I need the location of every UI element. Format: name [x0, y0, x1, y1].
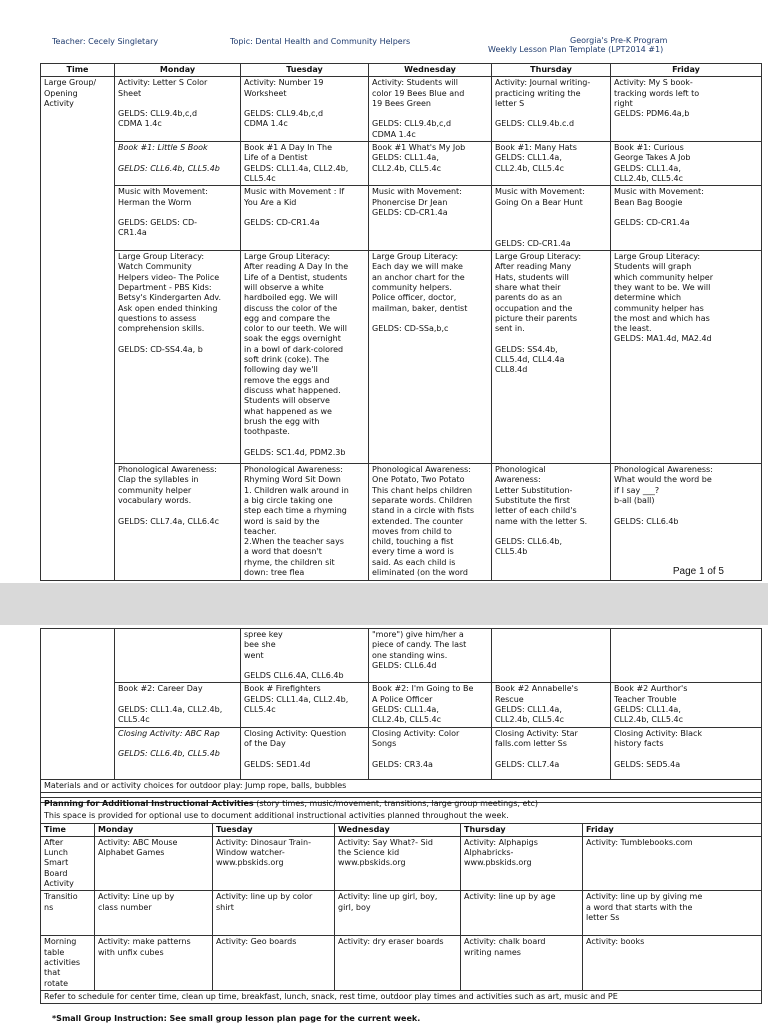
- cell-tue-music: Music with Movement : If You Are a Kid GELDS: CD-CR1.4a: [241, 186, 369, 251]
- weekly-plan-table-continued: [40, 628, 762, 803]
- table-row: [41, 936, 762, 990]
- table-row: [41, 727, 762, 779]
- time-cell-continued: [41, 629, 115, 780]
- cell-fri: Activity: line up by giving me a word that starts with the letter Ss: [583, 891, 762, 936]
- schedule-note-row: [41, 990, 762, 1003]
- cell-mon-phonological-cont: [115, 629, 241, 683]
- time-cell: After Lunch Smart Board Activity: [41, 836, 95, 890]
- cell-fri-phonological: Phonological Awareness: What would the word be if I say ___? b-all (ball) GELDS: CLL6.4b: [611, 464, 762, 581]
- cell-wed-phonological-cont: "more") give him/her a piece of candy. The last one standing wins. GELDS: CLL6.4d: [369, 629, 492, 683]
- col-friday: Friday: [583, 823, 762, 836]
- table-row: [41, 251, 762, 464]
- cell-tue: Activity: Dinosaur Train- Window watcher- www.pbskids.org: [213, 836, 335, 890]
- col-wednesday: Wednesday: [369, 64, 492, 77]
- col-monday: Monday: [95, 823, 213, 836]
- additional-note-row: [41, 810, 762, 823]
- cell-fri-phonological-cont: [611, 629, 762, 683]
- additional-header-row: [41, 823, 762, 836]
- cell-mon-book2: Book #2: Career Day GELDS: CLL1.4a, CLL2.4b, CLL5.4c: [115, 683, 241, 727]
- col-tuesday: Tuesday: [241, 64, 369, 77]
- topic-label: Topic: Dental Health and Community Helpers: [230, 37, 411, 46]
- cell-wed: Activity: Say What?- Sid the Science kid www.pbskids.org: [335, 836, 461, 890]
- cell-wed-book1: Book #1 What's My Job GELDS: CLL1.4a, CLL2.4b, CLL5.4c: [369, 142, 492, 186]
- cell-fri-music: Music with Movement: Bean Bag Boogie GELDS: CD-CR1.4a: [611, 186, 762, 251]
- cell-thu-book2: Book #2 Annabelle's Rescue GELDS: CLL1.4a, CLL2.4b, CLL5.4c: [492, 683, 611, 727]
- cell-wed-literacy: Large Group Literacy: Each day we will make an anchor chart for the community helpers. Police officer, doctor, mailman, baker, dentist GELDS: CD-SSa,b,c: [369, 251, 492, 464]
- cell-wed: Activity: line up girl, boy, girl, boy: [335, 891, 461, 936]
- cell-wed: Activity: dry eraser boards: [335, 936, 461, 990]
- small-group-footer: *Small Group Instruction: See small group lesson plan page for the current week.: [52, 1014, 421, 1023]
- cell-tue-phonological-cont: spree key bee she went GELDS CLL6.4A, CLL6.4b: [241, 629, 369, 683]
- table-row: [41, 186, 762, 251]
- table-row: [41, 142, 762, 186]
- cell-mon-activity: Activity: Letter S Color Sheet GELDS: CLL9.4b,c,d CDMA 1.4c: [115, 77, 241, 142]
- cell-mon: Activity: Line up by class number: [95, 891, 213, 936]
- cell-wed-phonological: Phonological Awareness: One Potato, Two Potato This chant helps children separate words. Children stand in a circle with fists extended. The counter moves from child to child, touching a fist every time a word is said. As each child is eliminated (on the word: [369, 464, 492, 581]
- cell-mon-phonological: Phonological Awareness: Clap the syllables in community helper vocabulary words. GELDS: CLL7.4a, CLL6.4c: [115, 464, 241, 581]
- cell-thu-closing: Closing Activity: Star falls.com letter Ss GELDS: CLL7.4a: [492, 727, 611, 779]
- col-time: Time: [41, 823, 95, 836]
- time-cell: Morning table activities that rotate: [41, 936, 95, 990]
- cell-tue-book2: Book # Firefighters GELDS: CLL1.4a, CLL2.4b, CLL5.4c: [241, 683, 369, 727]
- table-row: [41, 836, 762, 890]
- col-thursday: Thursday: [461, 823, 583, 836]
- outdoor-row: [41, 779, 762, 792]
- cell-mon-music: Music with Movement: Herman the Worm GELDS: GELDS: CD- CR1.4a: [115, 186, 241, 251]
- cell-tue-activity: Activity: Number 19 Worksheet GELDS: CLL9.4b,c,d CDMA 1.4c: [241, 77, 369, 142]
- cell-thu-book1: Book #1: Many Hats GELDS: CLL1.4a, CLL2.4b, CLL5.4c: [492, 142, 611, 186]
- col-time: Time: [41, 64, 115, 77]
- cell-fri-book1: Book #1: Curious George Takes A Job GELDS: CLL1.4a, CLL2.4b, CLL5.4c: [611, 142, 762, 186]
- cell-wed-book2: Book #2: I'm Going to Be A Police Officer GELDS: CLL1.4a, CLL2.4b, CLL5.4c: [369, 683, 492, 727]
- cell-fri-literacy: Large Group Literacy: Students will graph which community helper they want to be. We will determine which community helper has the most and which has the least. GELDS: MA1.4d, MA2.4d: [611, 251, 762, 464]
- time-cell: Large Group/ Opening Activity: [41, 77, 115, 581]
- additional-title-row: [41, 798, 762, 811]
- schedule-note: Refer to schedule for center time, clean up time, breakfast, lunch, snack, rest time, outdoor play times and activities such as art, music and PE: [41, 990, 762, 1003]
- program-label: Georgia's Pre-K Program: [570, 36, 668, 45]
- cell-wed-closing: Closing Activity: Color Songs GELDS: CR3.4a: [369, 727, 492, 779]
- table-row: [41, 77, 762, 142]
- cell-fri: Activity: Tumblebooks.com: [583, 836, 762, 890]
- cell-mon-closing: Closing Activity: ABC Rap GELDS: CLL6.4b, CLL5.4b: [115, 727, 241, 779]
- cell-tue-book1: Book #1 A Day In The Life of a Dentist GELDS: CLL1.4a, CLL2.4b, CLL5.4c: [241, 142, 369, 186]
- cell-thu-activity: Activity: Journal writing- practicing writing the letter S GELDS: CLL9.4b.c.d: [492, 77, 611, 142]
- cell-mon: Activity: make patterns with unfix cubes: [95, 936, 213, 990]
- cell-fri-book2: Book #2 Aurthor's Teacher Trouble GELDS: CLL1.4a, CLL2.4b, CLL5.4c: [611, 683, 762, 727]
- page-two: [0, 625, 768, 1024]
- cell-tue: Activity: Geo boards: [213, 936, 335, 990]
- weekly-plan-table: [40, 63, 762, 581]
- table-row: [41, 683, 762, 727]
- cell-tue-phonological: Phonological Awareness: Rhyming Word Sit Down 1. Children walk around in a big circle taking one step each time a rhyming word is said by the teacher. 2.When the teacher says a word that doesn't rhyme, the children sit down: tree flea: [241, 464, 369, 581]
- cell-tue: Activity: line up by color shirt: [213, 891, 335, 936]
- additional-activities-table: [40, 797, 762, 1004]
- cell-thu: Activity: line up by age: [461, 891, 583, 936]
- table-row: [41, 464, 762, 581]
- cell-fri-activity: Activity: My S book- tracking words left to right GELDS: PDM6.4a,b: [611, 77, 762, 142]
- cell-mon-book1: Book #1: Little S Book GELDS: CLL6.4b, CLL5.4b: [115, 142, 241, 186]
- col-friday: Friday: [611, 64, 762, 77]
- cell-wed-activity: Activity: Students will color 19 Bees Blue and 19 Bees Green GELDS: CLL9.4b,c,d CDMA 1.4c: [369, 77, 492, 142]
- template-label: Weekly Lesson Plan Template (LPT2014 #1): [488, 45, 664, 54]
- cell-thu: Activity: chalk board writing names: [461, 936, 583, 990]
- cell-wed-music: Music with Movement: Phonercise Dr Jean GELDS: CD-CR1.4a: [369, 186, 492, 251]
- cell-fri-closing: Closing Activity: Black history facts GELDS: SED5.4a: [611, 727, 762, 779]
- time-cell: Transitio ns: [41, 891, 95, 936]
- col-wednesday: Wednesday: [335, 823, 461, 836]
- col-tuesday: Tuesday: [213, 823, 335, 836]
- plan-header-row: [41, 64, 762, 77]
- cell-thu: Activity: Alphapigs Alphabricks- www.pbskids.org: [461, 836, 583, 890]
- teacher-label: Teacher: Cecely Singletary: [52, 37, 159, 46]
- cell-thu-literacy: Large Group Literacy: After reading Many Hats, students will share what their parents do as an occupation and the picture their parents sent in. GELDS: SS4.4b, CLL5.4d, CLL4.4a CLL8.4d: [492, 251, 611, 464]
- page-number: Page 1 of 5: [672, 566, 724, 577]
- cell-tue-closing: Closing Activity: Question of the Day GELDS: SED1.4d: [241, 727, 369, 779]
- cell-thu-music: Music with Movement: Going On a Bear Hunt GELDS: CD-CR1.4a: [492, 186, 611, 251]
- cell-tue-literacy: Large Group Literacy: After reading A Day In the Life of a Dentist, students will observe a white hardboiled egg. We will discuss the color of the egg and compare the color to our teeth. We will soak the eggs overnight in a bowl of dark-colored soft drink (coke). The following day we'll remove the eggs and discuss what happened. Students will observe what happened as we brush the egg with toothpaste. GELDS: SC1.4d, PDM2.3b: [241, 251, 369, 464]
- cell-mon-literacy: Large Group Literacy: Watch Community Helpers video- The Police Department - PBS Kids: Betsy's Kindergarten Adv. Ask open ended thinking questions to assess comprehension skills. GELDS: CD-SS4.4a, b: [115, 251, 241, 464]
- additional-note: This space is provided for optional use to document additional instructional activities planned throughout the week.: [41, 810, 762, 823]
- table-row: [41, 891, 762, 936]
- col-thursday: Thursday: [492, 64, 611, 77]
- outdoor-materials: Materials and or activity choices for outdoor play: Jump rope, balls, bubbles: [41, 779, 762, 792]
- cell-mon: Activity: ABC Mouse Alphabet Games: [95, 836, 213, 890]
- additional-title: Planning for Additional Instructional Activities (story times, music/movement, transitions, large group meetings, etc): [41, 798, 762, 811]
- page-gap: [0, 583, 768, 625]
- cell-thu-phonological-cont: [492, 629, 611, 683]
- col-monday: Monday: [115, 64, 241, 77]
- cell-thu-phonological: Phonological Awareness: Letter Substitution- Substitute the first letter of each child's name with the letter S. GELDS: CLL6.4b, CLL5.4b: [492, 464, 611, 581]
- cell-fri: Activity: books: [583, 936, 762, 990]
- table-row: [41, 629, 762, 683]
